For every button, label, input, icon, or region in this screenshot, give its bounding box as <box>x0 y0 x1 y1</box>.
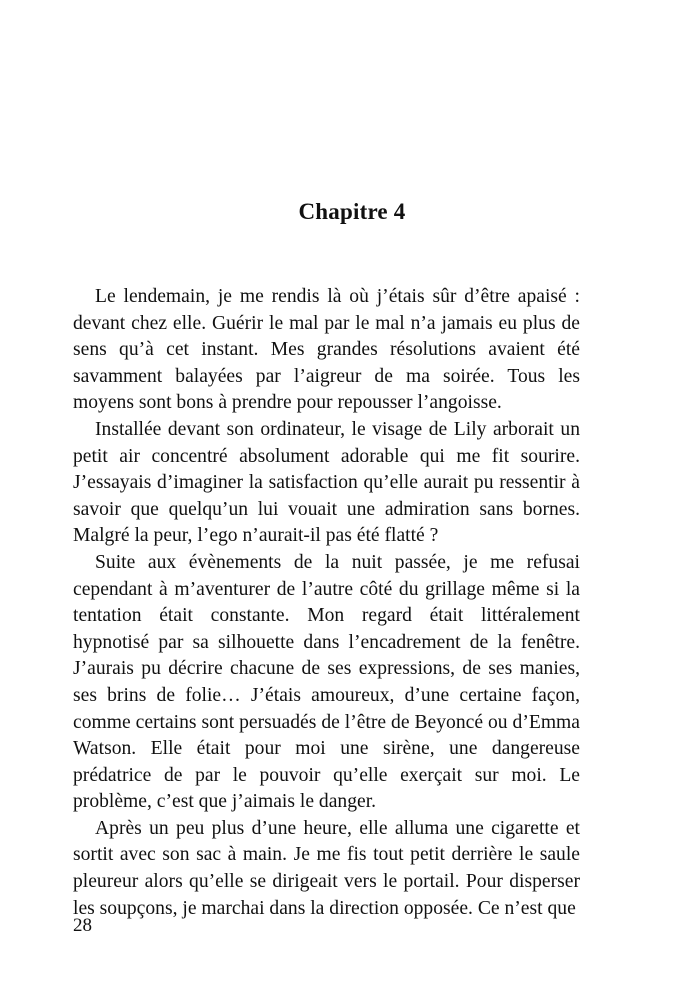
paragraph: Le lendemain, je me rendis là où j’étais sûr d’être apaisé : devant chez elle. Guérir le mal par le mal n’a jamais eu plus de sens qu’à cet instant. Mes grandes résolutions avaient été savamment balayées par l’aigreur de ma soirée. Tous les moyens sont bons à prendre pour repousser l’angoisse. <box>73 286 580 414</box>
chapter-title: Chapitre 4 <box>298 199 406 225</box>
chapter-body <box>73 284 580 922</box>
paragraph: Suite aux évènements de la nuit passée, je me refusai cependant à m’aventurer de l’autre côté du grillage même si la tentation était constante. Mon regard était littéralement hypnotisé par sa silhouette dans l’encadrement de la fenêtre. J’aurais pu décrire chacune de ses expressions, de ses manies, ses brins de folie… J’étais amoureux, d’une certaine façon, comme certains sont persuadés de l’être de Beyoncé ou d’Emma Watson. Elle était pour moi une sirène, une dangereuse prédatrice de par le pouvoir qu’elle exerçait sur moi. Le problème, c’est que j’aimais le danger. <box>73 551 580 813</box>
paragraph: Installée devant son ordinateur, le visage de Lily arborait un petit air concentré absolument adorable qui me fit sourire. J’essayais d’imaginer la satisfaction qu’elle aurait pu ressentir à savoir que quelqu’un lui vouait une admiration sans bornes. Malgré la peur, l’ego n’aurait-il pas été flatté ? <box>73 418 580 547</box>
paragraph: Après un peu plus d’une heure, elle alluma une cigarette et sortit avec son sac à main. Je me fis tout petit derrière le saule pleureur alors qu’elle se dirigeait vers le portail. Pour disperser les soupçons, je marchai dans la direction opposée. Ce n’est que <box>73 817 580 919</box>
page-number: 28 <box>73 915 92 936</box>
